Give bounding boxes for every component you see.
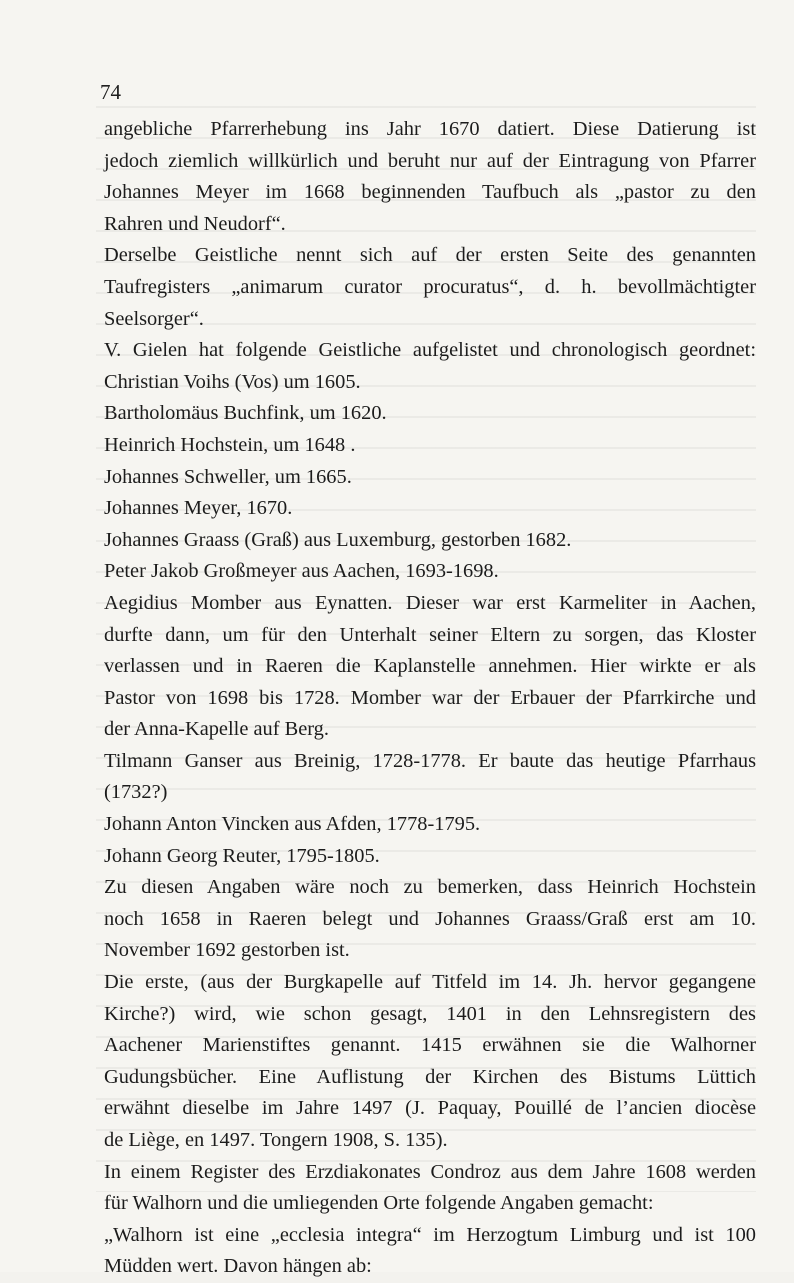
text-line: (1732?) bbox=[104, 781, 168, 804]
text-line: Johannes Meyer, 1670. bbox=[104, 497, 293, 520]
text-line: Derselbe Geistliche nennt sich auf der ersten Seite des genannten bbox=[104, 244, 756, 267]
text-line: Rahren und Neudorf“. bbox=[104, 212, 286, 235]
text-line: de Liège, en 1497. Tongern 1908, S. 135). bbox=[104, 1129, 448, 1151]
paragraph bbox=[104, 872, 756, 967]
text-line: Johannes Graass (Graß) aus Luxemburg, gestorben 1682. bbox=[104, 528, 572, 551]
paragraph bbox=[104, 588, 756, 746]
text-line: jedoch ziemlich willkürlich und beruht nur auf der Eintragung von Pfarrer bbox=[104, 149, 756, 172]
text-line: Peter Jakob Großmeyer aus Aachen, 1693-1698. bbox=[104, 560, 499, 583]
text-line: verlassen und in Raeren die Kaplanstelle annehmen. Hier wirkte er als bbox=[104, 655, 756, 678]
text-line: noch 1658 in Raeren belegt und Johannes Graass/Graß erst am 10. bbox=[104, 907, 756, 930]
text-line: Tilmann Ganser aus Breinig, 1728-1778. Er baute das heutige Pfarrhaus bbox=[104, 749, 756, 772]
text-line: Die erste, (aus der Burgkapelle auf Titfeld im 14. Jh. hervor gegangene bbox=[104, 971, 756, 994]
text-line: Johann Anton Vincken aus Afden, 1778-1795. bbox=[104, 813, 481, 836]
text-line: Johannes Schweller, um 1665. bbox=[104, 465, 352, 488]
text-line: erwähnt dieselbe im Jahre 1497 (J. Paquay, Pouillé de l’ancien diocèse bbox=[104, 1097, 756, 1120]
text-line: der Anna-Kapelle auf Berg. bbox=[104, 718, 329, 741]
text-line: Kirche?) wird, wie schon gesagt, 1401 in den Lehnsregistern des bbox=[104, 1002, 756, 1025]
paragraph bbox=[104, 967, 756, 1157]
text-line: V. Gielen hat folgende Geistliche aufgelistet und chronologisch geordnet: bbox=[104, 339, 756, 362]
text-line: Gudungsbücher. Eine Auflistung der Kirchen des Bistums Lüttich bbox=[104, 1065, 756, 1088]
text-line: Johannes Meyer im 1668 beginnenden Taufbuch als „pastor zu den bbox=[104, 181, 756, 204]
page-number: 74 bbox=[100, 80, 121, 104]
text-line: Seelsorger“. bbox=[104, 307, 204, 330]
paragraph bbox=[104, 240, 756, 335]
text-line: Johann Georg Reuter, 1795-1805. bbox=[104, 844, 380, 867]
text-line: durfte dann, um für den Unterhalt seiner Eltern zu sorgen, das Kloster bbox=[104, 623, 756, 646]
text-line: Pastor von 1698 bis 1728. Momber war der Erbauer der Pfarrkirche und bbox=[104, 686, 756, 709]
text-line: Zu diesen Angaben wäre noch zu bemerken, dass Heinrich Hochstein bbox=[104, 876, 756, 899]
text-line: Bartholomäus Buchfink, um 1620. bbox=[104, 402, 387, 425]
text-line: Aegidius Momber aus Eynatten. Dieser war erst Karmeliter in Aachen, bbox=[104, 591, 756, 614]
paragraph bbox=[104, 335, 756, 588]
text-line: Müdden wert. Davon hängen ab: bbox=[104, 1255, 372, 1278]
text-line: Christian Voihs (Vos) um 1605. bbox=[104, 370, 361, 393]
text-line: Heinrich Hochstein, um 1648 . bbox=[104, 433, 356, 456]
text-line: In einem Register des Erzdiakonates Condroz aus dem Jahre 1608 werden bbox=[104, 1160, 756, 1183]
text-line: für Walhorn und die umliegenden Orte folgende Angaben gemacht: bbox=[104, 1192, 654, 1215]
body-text bbox=[104, 114, 756, 1283]
text-line: angebliche Pfarrerhebung ins Jahr 1670 datiert. Diese Datierung ist bbox=[104, 118, 756, 140]
text-line: Aachener Marienstiftes genannt. 1415 erwähnen sie die Walhorner bbox=[104, 1034, 756, 1057]
text-line: November 1692 gestorben ist. bbox=[104, 939, 350, 962]
paragraph bbox=[104, 114, 756, 240]
text-line: Taufregisters „animarum curator procuratus“, d. h. bevollmächtigter bbox=[104, 275, 756, 298]
text-line: „Walhorn ist eine „ecclesia integra“ im Herzogtum Limburg und ist 100 bbox=[104, 1223, 756, 1246]
paragraph bbox=[104, 746, 756, 872]
paragraph bbox=[104, 1157, 756, 1283]
